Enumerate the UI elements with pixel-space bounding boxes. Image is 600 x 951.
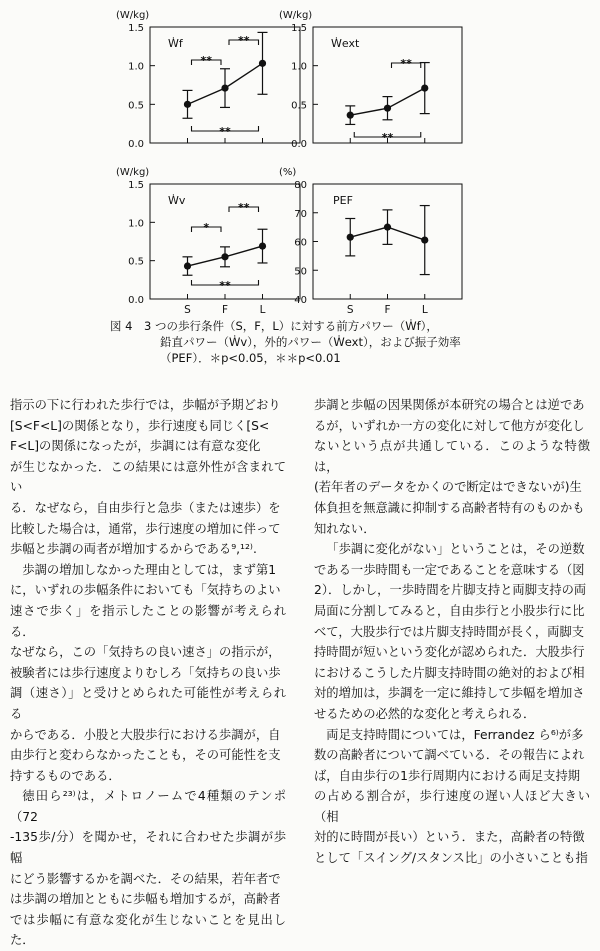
text-line: 調（速さ）」と受けとめられた可能性が考えられる	[10, 686, 286, 721]
text-line: の占める割合が，歩行速度の遅い人ほど大きい（相	[314, 789, 590, 824]
text-line: では歩幅に有意な変化が生じないことを見出した．	[10, 912, 286, 948]
y-unit-label: (W/kg)	[116, 167, 150, 178]
data-point	[259, 243, 266, 250]
y-tick-label: 0.0	[291, 139, 307, 150]
x-tick-label: S	[184, 304, 191, 316]
y-tick-label: 1.5	[291, 23, 307, 34]
text-line: -135歩/分）を聞かせ，それに合わせた歩調が歩幅	[10, 830, 286, 866]
series-label: Ẇv	[168, 194, 186, 207]
data-point	[184, 101, 191, 108]
series-label: PEF	[333, 194, 353, 207]
body-text-left-column	[10, 395, 286, 951]
y-tick-label: 60	[294, 237, 307, 249]
text-line: 対的増加は，歩調を一定に維持して歩幅を増加さ	[314, 686, 585, 701]
paragraph	[10, 560, 286, 787]
text-line: ないという点が共通している．このような特徴は，	[314, 439, 590, 474]
data-point	[384, 224, 391, 231]
data-point	[421, 236, 428, 243]
text-line: る．なぜなら，自由歩行と急歩（または速歩）を	[10, 500, 281, 515]
caption-line-1: 図 4 3 つの歩行条件（S，F，L）に対する前方パワー（Ẇf），	[110, 319, 438, 333]
significance-label: **	[381, 131, 394, 144]
y-tick-label: 1.0	[291, 61, 307, 73]
text-line: なぜなら，この「気持ちの良い速さ」の指示が，	[10, 645, 281, 660]
figure-caption	[110, 318, 580, 366]
text-line: におけるこうした片脚支持時間の絶対的および相	[314, 665, 585, 680]
text-line: 指示の下に行われた歩行では，歩幅が予期どおり	[10, 398, 281, 412]
text-line: 知れない．	[314, 521, 376, 536]
significance-label: **	[237, 34, 250, 47]
data-point	[221, 84, 228, 91]
text-line: 由歩行と変わらなかったことも，その可能性を支	[10, 748, 281, 763]
text-line: にどう影響するかを調べた．その結果，若年者で	[10, 871, 281, 886]
data-point	[259, 60, 266, 67]
paragraph	[314, 725, 590, 869]
significance-label: **	[200, 54, 213, 67]
y-tick-label: 0.5	[291, 100, 307, 112]
text-line: 局面に分割してみると，自由歩行と小股歩行に比	[314, 603, 585, 618]
text-line: に，いずれの歩幅条件においても「気持ちのよい	[10, 583, 281, 598]
x-tick-label: L	[421, 304, 428, 316]
text-line: として「スイング/スタンス比」の小さいことも指	[314, 851, 588, 866]
series-label: Ẇf	[168, 37, 183, 50]
significance-label: **	[219, 279, 231, 292]
text-line: 歩調と歩幅の因果関係が本研究の場合とは逆であ	[314, 398, 585, 412]
y-tick-label: 70	[294, 208, 307, 220]
x-tick-label: F	[384, 304, 391, 316]
y-tick-label: 1.0	[128, 218, 144, 230]
text-line: からである．小股と大股歩行における歩調が，自	[10, 727, 281, 742]
data-point	[347, 112, 354, 119]
text-line: 体負担を無意識に抑制する高齢者特有のものかも	[314, 500, 585, 515]
y-tick-label: 80	[294, 180, 307, 191]
y-tick-label: 0.0	[128, 295, 144, 306]
x-tick-label: S	[346, 304, 354, 316]
text-line: 歩幅と歩調の両者が増加するからである⁹,¹²⁾.	[10, 542, 257, 557]
data-point	[421, 84, 428, 91]
chart-panel-1	[279, 10, 462, 150]
text-line: 両足支持時間については，Ferrandez ら⁶⁾が多	[326, 727, 584, 742]
body-text-right-column	[314, 395, 590, 869]
chart-panel-3	[279, 167, 462, 316]
paragraph	[10, 395, 286, 560]
y-tick-label: 1.0	[128, 61, 144, 73]
text-line: べて，大股歩行では片脚支持時間が長く，両脚支	[314, 624, 585, 639]
text-line: るが，いずれか一方の変化に対して他方が変化し	[314, 418, 585, 433]
text-line: である一歩時間も一定であることを意味する（図	[314, 562, 585, 577]
data-point	[347, 234, 354, 241]
significance-label: *	[203, 221, 210, 234]
text-line: 比較した場合は，通常，歩行速度の増加に伴って	[10, 521, 281, 536]
data-point	[384, 105, 391, 112]
text-line: 徳田ら²³⁾は，メトロノームで4種類のテンポ（72	[10, 789, 286, 824]
significance-label: **	[219, 125, 231, 138]
y-tick-label: 50	[294, 266, 307, 278]
x-tick-label: L	[259, 304, 266, 316]
text-line: が生じなかった．この結果には意外性が含まれてい	[10, 459, 286, 495]
y-unit-label: (W/kg)	[116, 10, 150, 21]
text-line: 持するものである．	[10, 768, 121, 783]
text-line: 歩調の増加しなかった理由としては，まず第1	[22, 562, 277, 577]
x-tick-label: F	[221, 304, 229, 316]
text-line: 「歩調に変化がない」ということは，その逆数	[326, 542, 585, 557]
paragraph	[10, 786, 286, 951]
text-line: 対的に時間が長い）という．また，高齢者の特徴	[314, 830, 585, 845]
y-tick-label: 0.5	[128, 256, 144, 268]
text-line: 速さで歩く」を指示したことの影響が考えられる．	[10, 603, 286, 639]
y-tick-label: 1.5	[128, 180, 144, 191]
significance-label: **	[400, 57, 412, 70]
text-line: 持時間が短いという変化が認められた．大股歩行	[314, 645, 585, 660]
text-line: ば，自由歩行の1歩行周期内における両足支持期	[314, 768, 581, 783]
y-tick-label: 0.5	[128, 100, 144, 112]
y-tick-label: 0.0	[128, 139, 144, 150]
chart-panel-2	[116, 167, 300, 316]
significance-label: **	[237, 201, 250, 214]
text-line: 2）．しかし，一歩時間を片脚支持と両脚支持の両	[314, 583, 587, 598]
text-line: (若年者のデータをかくので断定はできないが)生	[314, 480, 582, 495]
text-line: 被験者には歩行速度よりむしろ「気持ちの良い歩	[10, 665, 281, 680]
paragraph	[314, 395, 590, 539]
caption-line-2: 鉛直パワー（Ẇv），外的パワー（Ẇext），および振子効率	[160, 335, 461, 349]
y-tick-label: 40	[294, 295, 307, 306]
text-line: せるための必然的な変化と考えられる．	[314, 706, 536, 721]
chart-panel-0	[116, 10, 300, 150]
text-line: F<L]の関係になったが，歩調には有意な変化	[10, 439, 261, 454]
y-unit-label: (W/kg)	[279, 10, 313, 21]
data-point	[184, 262, 191, 269]
figure-4	[0, 0, 600, 320]
series-label: Ẇext	[331, 37, 360, 50]
y-unit-label: (%)	[279, 167, 297, 178]
text-line: は歩調の増加とともに歩幅も増加するが，高齢者	[10, 892, 281, 907]
y-tick-label: 1.5	[128, 23, 144, 34]
data-point	[221, 253, 228, 260]
text-line: [S<F<L]の関係となり，歩行速度も同じく[S<	[10, 418, 270, 433]
caption-line-3: （PEF）．＊p<0.05，＊＊p<0.01	[160, 351, 341, 365]
text-line: 数の高齢者について調べている．その報告によれ	[314, 748, 585, 763]
paragraph	[314, 539, 590, 724]
